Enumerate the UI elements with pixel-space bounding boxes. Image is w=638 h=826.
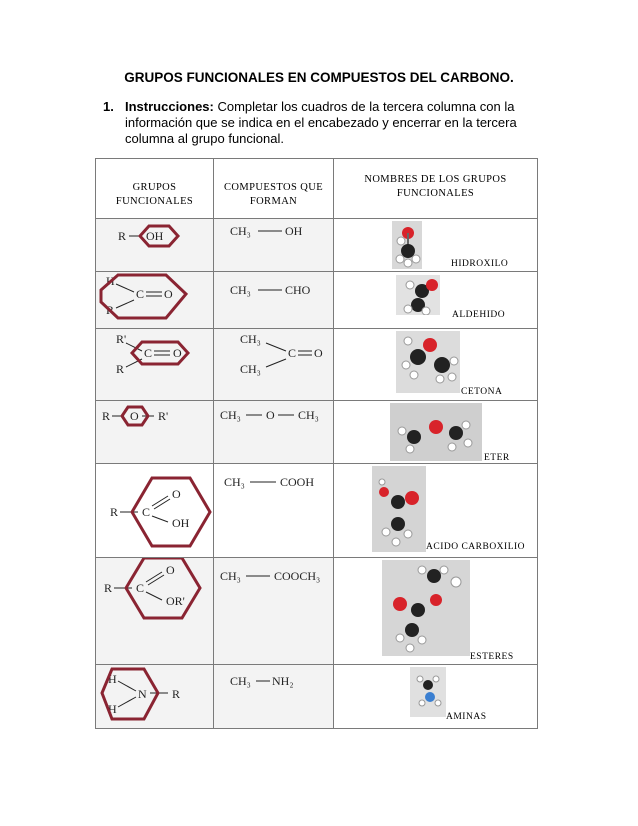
svg-text:O: O xyxy=(130,409,139,423)
table-row xyxy=(96,464,538,558)
table-row xyxy=(96,558,538,665)
group-cell-eter xyxy=(96,401,214,464)
svg-text:O: O xyxy=(266,408,275,422)
svg-text:R: R xyxy=(110,505,119,519)
svg-text:CH₃: CH₃ xyxy=(230,283,251,297)
svg-text:NH₂: NH₂ xyxy=(272,674,294,688)
header-nombres-grupos: NOMBRES DE LOS GRUPOS FUNCIONALES xyxy=(334,159,538,219)
table-row xyxy=(96,329,538,401)
svg-text:R: R xyxy=(102,409,111,423)
svg-text:C: C xyxy=(144,346,153,360)
svg-text:C: C xyxy=(136,581,145,595)
table-row xyxy=(96,401,538,464)
name-cell-hidroxilo xyxy=(334,219,538,272)
svg-text:N: N xyxy=(138,687,147,701)
compound-cell-eter xyxy=(214,401,334,464)
svg-text:R: R xyxy=(106,303,115,317)
svg-text:R': R' xyxy=(116,332,127,346)
group-name-label: HIDROXILO xyxy=(451,259,509,269)
group-cell-esteres xyxy=(96,558,214,665)
instructions-lead: Instrucciones: xyxy=(125,99,214,114)
svg-text:COOH: COOH xyxy=(280,475,315,489)
group-cell-cetona xyxy=(96,329,214,401)
svg-text:H: H xyxy=(108,702,117,716)
group-cell-aldehido xyxy=(96,272,214,329)
svg-text:H: H xyxy=(108,672,117,686)
group-name-label: ALDEHIDO xyxy=(452,310,506,320)
svg-text:O: O xyxy=(166,563,175,577)
compound-cell-acido-carboxilico xyxy=(214,464,334,558)
svg-text:R: R xyxy=(116,362,125,376)
group-name-label: CETONA xyxy=(461,387,503,397)
group-name-label: ACIDO CARBOXILIO xyxy=(426,542,526,552)
name-cell-aminas xyxy=(334,665,538,729)
svg-text:R: R xyxy=(104,581,113,595)
group-name-label: AMINAS xyxy=(446,712,487,722)
svg-text:O: O xyxy=(314,346,323,360)
compound-cell-esteres xyxy=(214,558,334,665)
name-cell-aldehido xyxy=(334,272,538,329)
svg-text:O: O xyxy=(164,287,173,301)
molecule-photo xyxy=(396,331,460,393)
hidroxilo-structure xyxy=(96,219,214,272)
svg-text:CH₃: CH₃ xyxy=(220,408,241,422)
molecule-photo xyxy=(396,275,440,315)
header-grupos-funcionales: GRUPOS FUNCIONALES xyxy=(96,159,214,219)
svg-text:R': R' xyxy=(158,409,169,423)
group-cell-acido-carboxilico xyxy=(96,464,214,558)
svg-text:O: O xyxy=(172,487,181,501)
functional-groups-table xyxy=(95,158,538,729)
svg-text:R: R xyxy=(118,229,127,243)
table-header-row xyxy=(96,159,538,219)
svg-text:H: H xyxy=(106,274,115,288)
molecule-photo xyxy=(410,667,446,717)
name-cell-esteres xyxy=(334,558,538,665)
compound-cell-cetona xyxy=(214,329,334,401)
instructions-text: Completar los cuadros de la tercera columna con la información que se indica en el encabezado y encerrar en la tercera columna al grupo funcional. xyxy=(125,99,517,146)
name-cell-cetona xyxy=(334,329,538,401)
table-row xyxy=(96,219,538,272)
svg-text:CH₃: CH₃ xyxy=(298,408,319,422)
svg-text:C: C xyxy=(288,346,297,360)
svg-text:OH: OH xyxy=(146,229,164,243)
group-cell-aminas xyxy=(96,665,214,729)
svg-text:CH₃: CH₃ xyxy=(230,224,251,238)
hexagon-highlight xyxy=(102,669,158,719)
instructions-paragraph xyxy=(103,99,543,147)
document-title: GRUPOS FUNCIONALES EN COMPUESTOS DEL CARBONO. xyxy=(124,70,514,85)
molecule-photo xyxy=(392,221,422,269)
svg-text:CH₃: CH₃ xyxy=(230,674,251,688)
name-cell-acido-carboxilico xyxy=(334,464,538,558)
svg-text:OH: OH xyxy=(172,516,190,530)
molecule-photo xyxy=(390,403,482,461)
svg-text:OH: OH xyxy=(285,224,303,238)
table-row xyxy=(96,665,538,729)
svg-text:C: C xyxy=(142,505,151,519)
header-compuestos-que-forman: COMPUESTOS QUE FORMAN xyxy=(214,159,334,219)
compound-cell-hidroxilo xyxy=(214,219,334,272)
svg-text:CHO: CHO xyxy=(285,283,311,297)
svg-text:CH₃: CH₃ xyxy=(224,475,245,489)
group-name-label: ESTERES xyxy=(470,652,514,662)
compound-cell-aminas xyxy=(214,665,334,729)
svg-text:R: R xyxy=(172,687,181,701)
svg-text:CH₃: CH₃ xyxy=(240,332,261,346)
table-row xyxy=(96,272,538,329)
molecule-photo xyxy=(372,466,426,552)
instructions-number: 1. xyxy=(103,99,114,114)
svg-text:O: O xyxy=(173,346,182,360)
group-cell-hidroxilo xyxy=(96,219,214,272)
svg-text:OR': OR' xyxy=(166,594,185,608)
compound-cell-aldehido xyxy=(214,272,334,329)
svg-text:CH₃: CH₃ xyxy=(240,362,261,376)
svg-text:C: C xyxy=(136,287,145,301)
name-cell-eter xyxy=(334,401,538,464)
svg-text:CH₃: CH₃ xyxy=(220,569,241,583)
molecule-photo xyxy=(382,560,470,656)
group-name-label: ETER xyxy=(484,453,510,463)
svg-text:COOCH₃: COOCH₃ xyxy=(274,569,321,583)
